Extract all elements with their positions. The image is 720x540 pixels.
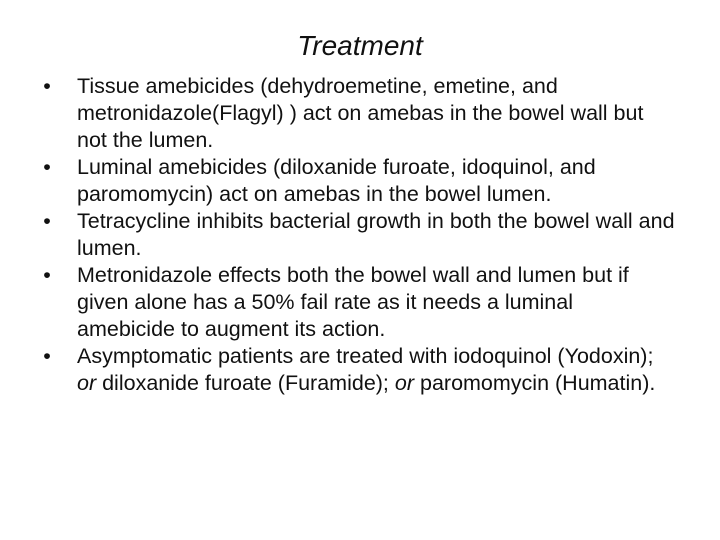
bullet-text: Tetracycline inhibits bacterial growth in both the bowel wall and lumen. (77, 209, 675, 260)
bullet-list (36, 73, 676, 397)
bullet-dot-icon: • (43, 344, 51, 368)
bullet-text: diloxanide furoate (Furamide); (96, 371, 395, 395)
bullet-text: Asymptomatic patients are treated with iodoquinol (Yodoxin); (77, 344, 654, 368)
bullet-text-italic: or (394, 371, 415, 395)
bullet-text: paromomycin (Humatin). (414, 371, 656, 395)
bullet-text: Metronidazole effects both the bowel wall and lumen but if given alone has a 50% fail rate as it needs a luminal amebicide to augment its action. (77, 263, 629, 341)
bullet-text: Tissue amebicides (dehydroemetine, emetine, and metronidazole(Flagyl) ) act on amebas in the bowel wall but not the lumen. (77, 74, 644, 152)
bullet-item (36, 343, 676, 397)
bullet-item (36, 154, 676, 208)
slide-title: Treatment (297, 30, 423, 61)
bullet-dot-icon: • (43, 263, 51, 287)
bullet-item (36, 262, 676, 343)
bullet-item (36, 208, 676, 262)
bullet-item (36, 73, 676, 154)
bullet-text: Luminal amebicides (diloxanide furoate, idoquinol, and paromomycin) act on amebas in the bowel lumen. (77, 155, 596, 206)
bullet-dot-icon: • (43, 209, 51, 233)
bullet-dot-icon: • (43, 74, 51, 98)
bullet-text-italic: or (77, 371, 97, 395)
bullet-dot-icon: • (43, 155, 51, 179)
